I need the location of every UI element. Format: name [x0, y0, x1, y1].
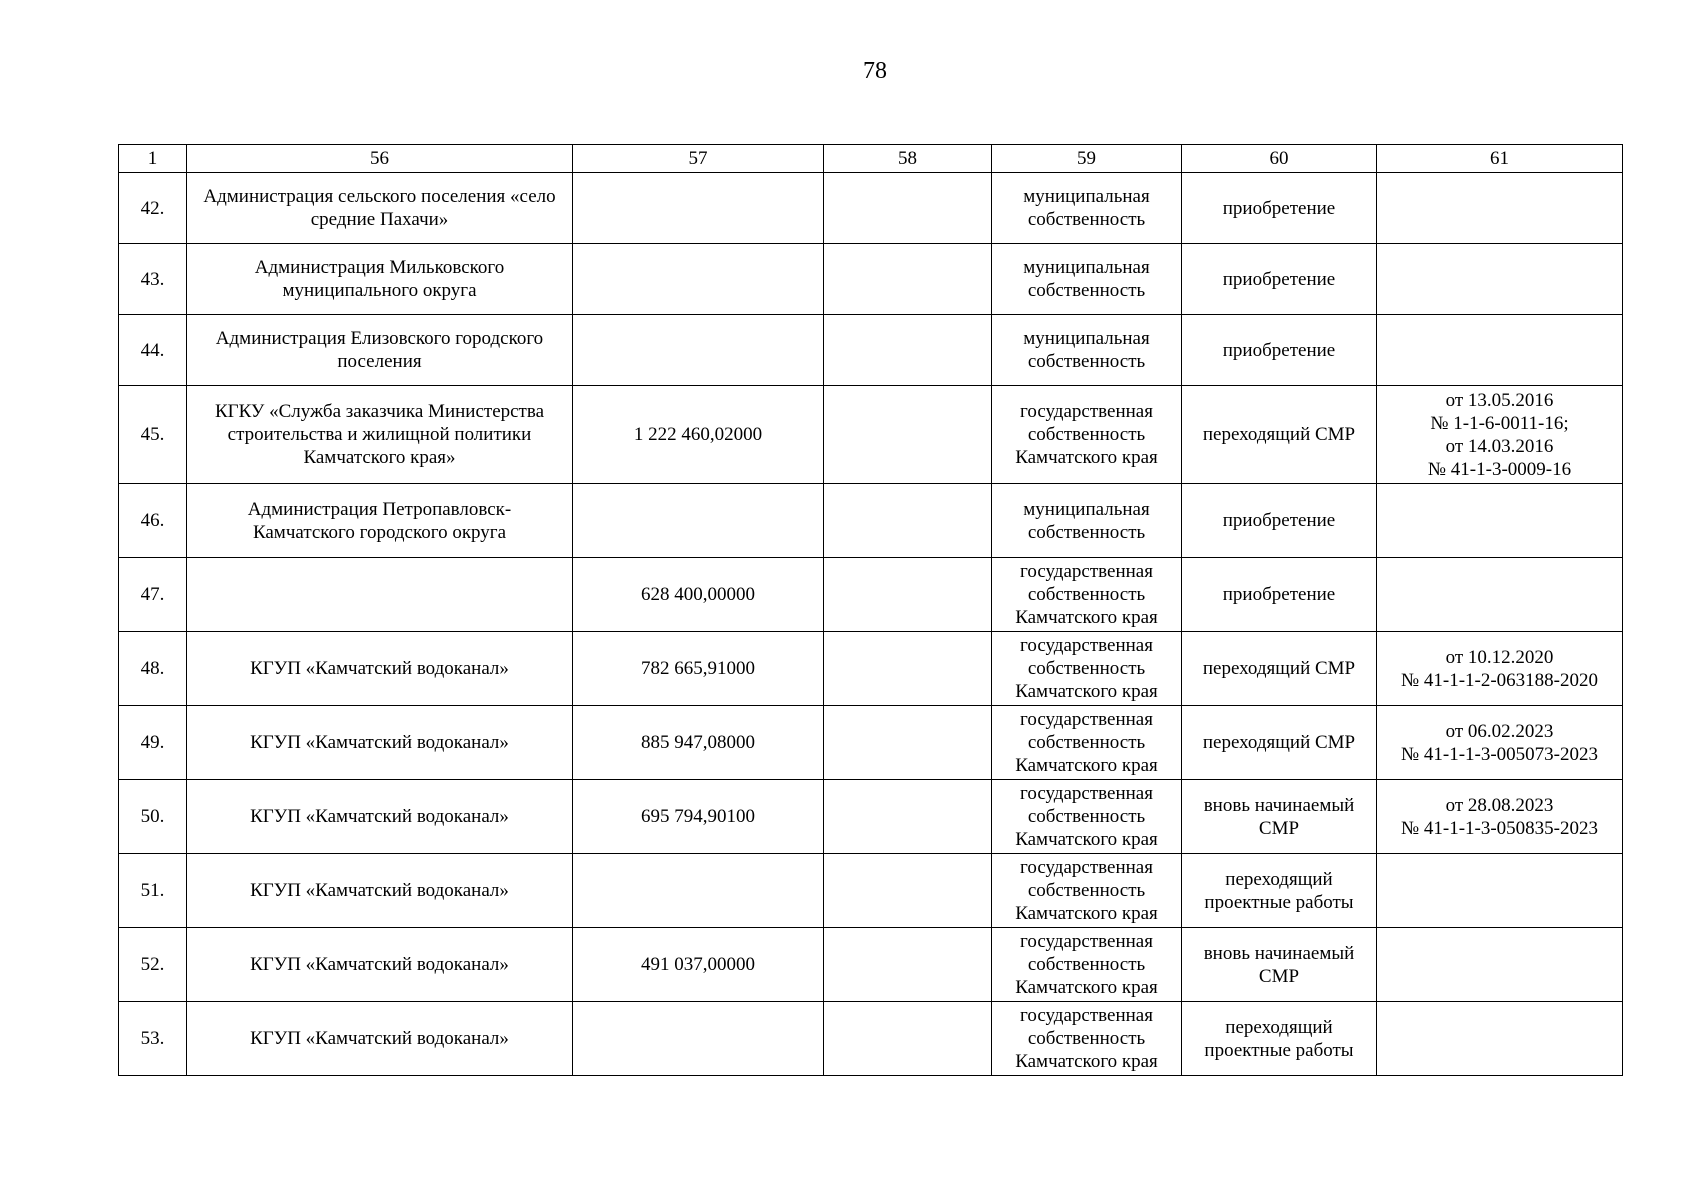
ownership-cell: [992, 780, 1182, 854]
organization-line: Администрация сельского поселения «село: [203, 186, 556, 207]
col58-cell: [824, 484, 992, 558]
ownership-line: государственная: [1020, 709, 1153, 730]
permit-cell: [1377, 386, 1623, 484]
organization-cell: [187, 484, 573, 558]
ownership-line: собственность: [1027, 424, 1146, 445]
ownership-line: муниципальная: [1023, 328, 1150, 349]
amount-cell: [573, 854, 824, 928]
table-row: [119, 173, 1623, 244]
ownership-line: собственность: [1027, 806, 1146, 827]
permit-line: № 41-1-3-0009-16: [1427, 458, 1572, 480]
organization-line: КГУП «Камчатский водоканал»: [250, 954, 509, 975]
permit-cell: [1377, 780, 1623, 854]
organization-cell: [187, 558, 573, 632]
work-type-cell: [1182, 632, 1377, 706]
permit-line: от 10.12.2020: [1445, 646, 1554, 668]
ownership-line: Камчатского края: [1015, 755, 1158, 776]
row-number-cell: 42.: [119, 173, 187, 244]
ownership-cell: [992, 928, 1182, 1002]
table-row: [119, 854, 1623, 928]
permit-line: № 41-1-1-2-063188-2020: [1400, 669, 1598, 691]
ownership-cell: [992, 484, 1182, 558]
work-type-line: вновь начинаемый: [1203, 794, 1355, 816]
row-number-cell: 46.: [119, 484, 187, 558]
col58-cell: [824, 558, 992, 632]
ownership-line: собственность: [1027, 1028, 1146, 1049]
permit-cell: [1377, 1002, 1623, 1076]
work-type-cell: [1182, 1002, 1377, 1076]
column-header: 59: [992, 145, 1182, 173]
ownership-line: Камчатского края: [1015, 977, 1158, 998]
permit-cell: [1377, 173, 1623, 244]
ownership-cell: [992, 706, 1182, 780]
ownership-line: собственность: [1027, 954, 1146, 975]
ownership-line: Камчатского края: [1015, 903, 1158, 924]
work-type-line: вновь начинаемый: [1203, 942, 1355, 964]
ownership-line: государственная: [1020, 401, 1153, 422]
table-row: [119, 706, 1623, 780]
column-header: 58: [824, 145, 992, 173]
col58-cell: [824, 928, 992, 1002]
row-number-cell: 50.: [119, 780, 187, 854]
ownership-cell: [992, 632, 1182, 706]
column-header: 56: [187, 145, 573, 173]
organization-cell: [187, 928, 573, 1002]
permit-cell: [1377, 928, 1623, 1002]
organization-line: Камчатского края»: [303, 447, 456, 468]
table-body: [119, 173, 1623, 1076]
permit-cell: [1377, 706, 1623, 780]
table-row: [119, 1002, 1623, 1076]
organization-line: КГУП «Камчатский водоканал»: [250, 806, 509, 827]
permit-line: от 13.05.2016: [1445, 389, 1554, 411]
table-row: [119, 632, 1623, 706]
work-type-line: проектные работы: [1204, 891, 1354, 913]
ownership-line: собственность: [1027, 209, 1146, 230]
col58-cell: [824, 244, 992, 315]
permit-line: № 41-1-1-3-005073-2023: [1400, 743, 1598, 765]
col58-cell: [824, 315, 992, 386]
ownership-line: государственная: [1020, 857, 1153, 878]
work-type-line: СМР: [1258, 817, 1300, 839]
organization-line: КГУП «Камчатский водоканал»: [250, 732, 509, 753]
ownership-line: собственность: [1027, 658, 1146, 679]
organization-cell: [187, 706, 573, 780]
work-type-line: переходящий: [1225, 868, 1333, 890]
organization-line: КГУП «Камчатский водоканал»: [250, 658, 509, 679]
organization-line: Администрация Елизовского городского: [215, 328, 544, 349]
ownership-line: собственность: [1027, 732, 1146, 753]
row-number-cell: 49.: [119, 706, 187, 780]
table-row: [119, 484, 1623, 558]
permit-line: от 06.02.2023: [1445, 720, 1554, 742]
permit-line: № 1-1-6-0011-16;: [1430, 412, 1569, 434]
amount-cell: [573, 173, 824, 244]
work-type-line: переходящий СМР: [1202, 732, 1356, 753]
organization-line: Администрация Мильковского: [254, 257, 505, 278]
permit-cell: [1377, 854, 1623, 928]
row-number-cell: 43.: [119, 244, 187, 315]
ownership-cell: [992, 315, 1182, 386]
organization-line: Камчатского городского округа: [252, 521, 507, 543]
work-type-line: приобретение: [1222, 584, 1336, 605]
amount-cell: [573, 315, 824, 386]
ownership-line: Камчатского края: [1015, 607, 1158, 628]
ownership-line: собственность: [1027, 521, 1146, 543]
organization-line: строительства и жилищной политики: [227, 424, 532, 445]
row-number-cell: 48.: [119, 632, 187, 706]
col58-cell: [824, 386, 992, 484]
work-type-line: переходящий СМР: [1202, 658, 1356, 679]
work-type-line: СМР: [1258, 965, 1300, 987]
ownership-line: муниципальная: [1023, 257, 1150, 278]
row-number-cell: 44.: [119, 315, 187, 386]
organization-cell: [187, 315, 573, 386]
column-header: 61: [1377, 145, 1623, 173]
organization-cell: [187, 386, 573, 484]
row-number-cell: 47.: [119, 558, 187, 632]
amount-cell: 885 947,08000: [573, 706, 824, 780]
col58-cell: [824, 706, 992, 780]
amount-cell: 782 665,91000: [573, 632, 824, 706]
work-type-cell: [1182, 780, 1377, 854]
organization-line: поселения: [337, 351, 422, 372]
permit-cell: [1377, 244, 1623, 315]
ownership-line: собственность: [1027, 280, 1146, 301]
organization-line: КГУП «Камчатский водоканал»: [250, 1028, 509, 1049]
organization-cell: [187, 854, 573, 928]
table-row: [119, 244, 1623, 315]
work-type-cell: [1182, 558, 1377, 632]
row-number-cell: 52.: [119, 928, 187, 1002]
ownership-line: собственность: [1027, 880, 1146, 901]
organization-cell: [187, 632, 573, 706]
row-number-cell: 53.: [119, 1002, 187, 1076]
organization-line: КГУП «Камчатский водоканал»: [250, 880, 509, 901]
work-type-line: проектные работы: [1204, 1039, 1354, 1061]
ownership-line: Камчатского края: [1015, 681, 1158, 702]
work-type-line: переходящий СМР: [1202, 424, 1356, 445]
permit-line: № 41-1-1-3-050835-2023: [1400, 817, 1598, 839]
col58-cell: [824, 1002, 992, 1076]
ownership-cell: [992, 558, 1182, 632]
ownership-line: государственная: [1020, 635, 1153, 656]
work-type-cell: [1182, 706, 1377, 780]
organization-line: средние Пахачи»: [310, 209, 449, 230]
amount-cell: [573, 244, 824, 315]
work-type-cell: [1182, 484, 1377, 558]
work-type-cell: [1182, 244, 1377, 315]
table-row: [119, 780, 1623, 854]
row-number-cell: 45.: [119, 386, 187, 484]
ownership-line: государственная: [1020, 561, 1153, 582]
amount-cell: 1 222 460,02000: [573, 386, 824, 484]
organization-line: муниципального округа: [282, 280, 477, 301]
work-type-cell: [1182, 386, 1377, 484]
organization-line: Администрация Петропавловск-: [247, 498, 512, 520]
ownership-cell: [992, 244, 1182, 315]
ownership-line: Камчатского края: [1015, 1051, 1158, 1072]
ownership-line: Камчатского края: [1015, 829, 1158, 850]
column-header: 1: [119, 145, 187, 173]
col58-cell: [824, 854, 992, 928]
permit-cell: [1377, 558, 1623, 632]
permit-cell: [1377, 315, 1623, 386]
permit-cell: [1377, 632, 1623, 706]
ownership-cell: [992, 1002, 1182, 1076]
work-type-line: приобретение: [1222, 339, 1336, 361]
ownership-line: собственность: [1027, 351, 1146, 372]
col58-cell: [824, 780, 992, 854]
work-type-line: переходящий: [1225, 1016, 1333, 1038]
organization-cell: [187, 244, 573, 315]
organization-cell: [187, 173, 573, 244]
table-row: [119, 386, 1623, 484]
table-row: [119, 315, 1623, 386]
ownership-cell: [992, 173, 1182, 244]
amount-cell: 695 794,90100: [573, 780, 824, 854]
amount-cell: 628 400,00000: [573, 558, 824, 632]
ownership-line: Камчатского края: [1015, 447, 1158, 468]
permit-line: от 28.08.2023: [1445, 794, 1554, 816]
ownership-line: государственная: [1020, 783, 1153, 804]
work-type-cell: [1182, 928, 1377, 1002]
column-header: 60: [1182, 145, 1377, 173]
amount-cell: [573, 1002, 824, 1076]
row-number-cell: 51.: [119, 854, 187, 928]
work-type-cell: [1182, 315, 1377, 386]
table-row: [119, 928, 1623, 1002]
ownership-line: собственность: [1027, 584, 1146, 605]
work-type-line: приобретение: [1222, 197, 1336, 219]
organization-line: КГКУ «Служба заказчика Министерства: [214, 401, 545, 422]
column-header: 57: [573, 145, 824, 173]
organization-cell: [187, 1002, 573, 1076]
ownership-line: муниципальная: [1023, 186, 1150, 207]
work-type-line: приобретение: [1222, 268, 1336, 290]
amount-cell: [573, 484, 824, 558]
work-type-cell: [1182, 854, 1377, 928]
amount-cell: 491 037,00000: [573, 928, 824, 1002]
permit-cell: [1377, 484, 1623, 558]
page-number: 78: [863, 58, 887, 84]
permit-line: от 14.03.2016: [1445, 435, 1554, 457]
organization-cell: [187, 780, 573, 854]
ownership-line: государственная: [1020, 931, 1153, 952]
work-type-cell: [1182, 173, 1377, 244]
ownership-line: муниципальная: [1023, 498, 1150, 520]
col58-cell: [824, 632, 992, 706]
ownership-cell: [992, 854, 1182, 928]
table-row: [119, 558, 1623, 632]
col58-cell: [824, 173, 992, 244]
ownership-cell: [992, 386, 1182, 484]
header-row: [119, 145, 1623, 173]
data-table: [118, 144, 1623, 1076]
work-type-line: приобретение: [1222, 510, 1336, 531]
ownership-line: государственная: [1020, 1005, 1153, 1026]
